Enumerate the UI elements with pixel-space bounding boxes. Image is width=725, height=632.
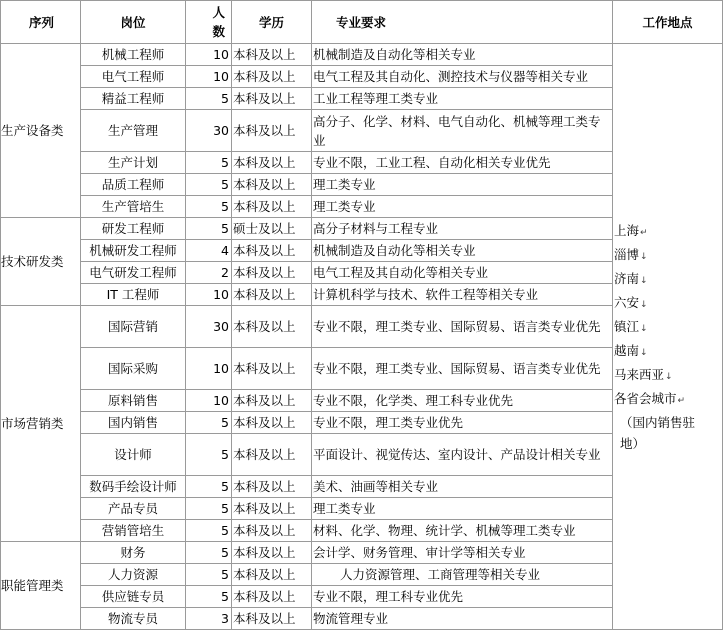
location-item: 六安	[614, 294, 640, 310]
position-cell: 国际营销	[81, 306, 186, 348]
requirement-cell: 平面设计、视觉传达、室内设计、产品设计相关专业	[312, 434, 613, 476]
count-cell: 5	[186, 434, 232, 476]
position-cell: 电气工程师	[81, 66, 186, 88]
requirement-cell: 专业不限，理工科专业优先	[312, 586, 613, 608]
count-cell: 5	[186, 476, 232, 498]
requirement-cell: 专业不限，工业工程、自动化相关专业优先	[312, 152, 613, 174]
requirement-cell: 理工类专业	[312, 498, 613, 520]
header-row	[1, 1, 723, 44]
position-cell: 生产管理	[81, 110, 186, 152]
location-item: 济南	[614, 270, 640, 286]
position-cell: 机械研发工程师	[81, 240, 186, 262]
location-item: 淄博	[614, 246, 640, 262]
return-arrow-icon: ↓	[665, 371, 673, 382]
position-cell: 营销管培生	[81, 520, 186, 542]
position-cell: 国内销售	[81, 412, 186, 434]
category-cell: 职能管理类	[1, 542, 81, 630]
education-cell: 本科及以上	[232, 608, 312, 630]
count-cell: 5	[186, 174, 232, 196]
education-cell: 本科及以上	[232, 498, 312, 520]
header-people-b: 数	[212, 24, 225, 39]
requirement-cell: 电气工程及其自动化、测控技术与仪器等相关专业	[312, 66, 613, 88]
position-cell: 人力资源	[81, 564, 186, 586]
position-cell: 供应链专员	[81, 586, 186, 608]
requirement-cell: 物流管理专业	[312, 608, 613, 630]
count-cell: 5	[186, 542, 232, 564]
position-cell: 生产管培生	[81, 196, 186, 218]
requirement-cell: 高分子材料与工程专业	[312, 218, 613, 240]
position-cell: 精益工程师	[81, 88, 186, 110]
location-cell	[613, 44, 723, 630]
requirement-cell: 美术、油画等相关专业	[312, 476, 613, 498]
education-cell: 本科及以上	[232, 284, 312, 306]
count-cell: 5	[186, 520, 232, 542]
education-cell: 本科及以上	[232, 306, 312, 348]
header-seq: 序列	[1, 1, 81, 44]
position-cell: 生产计划	[81, 152, 186, 174]
education-cell: 本科及以上	[232, 434, 312, 476]
education-cell: 本科及以上	[232, 564, 312, 586]
category-cell: 生产设备类	[1, 44, 81, 218]
return-arrow-icon: ↓	[640, 251, 648, 262]
return-arrow-icon: ↓	[640, 347, 648, 358]
requirement-cell: 理工类专业	[312, 196, 613, 218]
position-cell: 电气研发工程师	[81, 262, 186, 284]
education-cell: 本科及以上	[232, 110, 312, 152]
header-people-a: 人	[212, 5, 225, 20]
requirement-cell: 计算机科学与技术、软件工程等相关专业	[312, 284, 613, 306]
location-item: 越南	[614, 342, 640, 358]
count-cell: 2	[186, 262, 232, 284]
education-cell: 本科及以上	[232, 542, 312, 564]
count-cell: 10	[186, 390, 232, 412]
table-row	[1, 44, 723, 66]
education-cell: 本科及以上	[232, 196, 312, 218]
education-cell: 本科及以上	[232, 412, 312, 434]
count-cell: 5	[186, 412, 232, 434]
count-cell: 10	[186, 66, 232, 88]
requirement-cell: 专业不限，理工类专业、国际贸易、语言类专业优先	[312, 348, 613, 390]
location-item: 上海	[614, 222, 640, 238]
header-position: 岗位	[81, 1, 186, 44]
position-cell: 品质工程师	[81, 174, 186, 196]
requirement-cell: 电气工程及其自动化等相关专业	[312, 262, 613, 284]
position-cell: IT 工程师	[81, 284, 186, 306]
count-cell: 5	[186, 498, 232, 520]
requirement-cell: 材料、化学、物理、统计学、机械等理工类专业	[312, 520, 613, 542]
count-cell: 5	[186, 586, 232, 608]
position-cell: 国际采购	[81, 348, 186, 390]
education-cell: 本科及以上	[232, 390, 312, 412]
count-cell: 30	[186, 306, 232, 348]
position-cell: 机械工程师	[81, 44, 186, 66]
count-cell: 3	[186, 608, 232, 630]
return-arrow-icon: ↓	[640, 323, 648, 334]
requirement-cell: 高分子、化学、材料、电气自动化、机械等理工类专业	[312, 110, 613, 152]
education-cell: 本科及以上	[232, 520, 312, 542]
return-arrow-icon: ↓	[640, 275, 648, 286]
education-cell: 本科及以上	[232, 44, 312, 66]
count-cell: 4	[186, 240, 232, 262]
education-cell: 本科及以上	[232, 586, 312, 608]
count-cell: 10	[186, 348, 232, 390]
category-cell: 市场营销类	[1, 306, 81, 542]
education-cell: 本科及以上	[232, 476, 312, 498]
requirement-cell: 专业不限，理工类专业优先	[312, 412, 613, 434]
header-location: 工作地点	[613, 1, 723, 44]
position-cell: 财务	[81, 542, 186, 564]
count-cell: 10	[186, 284, 232, 306]
education-cell: 本科及以上	[232, 240, 312, 262]
count-cell: 10	[186, 44, 232, 66]
education-cell: 本科及以上	[232, 88, 312, 110]
return-arrow-icon: ↵	[677, 395, 686, 406]
requirement-cell: 专业不限，理工类专业、国际贸易、语言类专业优先	[312, 306, 613, 348]
count-cell: 5	[186, 152, 232, 174]
location-item: （国内销售驻	[620, 414, 696, 430]
position-cell: 产品专员	[81, 498, 186, 520]
location-item: 各省会城市	[614, 390, 677, 406]
location-item: 地）	[620, 435, 646, 451]
count-cell: 5	[186, 88, 232, 110]
position-cell: 数码手绘设计师	[81, 476, 186, 498]
requirement-cell: 理工类专业	[312, 174, 613, 196]
education-cell: 硕士及以上	[232, 218, 312, 240]
header-people	[186, 1, 232, 44]
requirement-cell: 专业不限，化学类、理工科专业优先	[312, 390, 613, 412]
location-item: 镇江	[614, 318, 640, 334]
return-arrow-icon: ↵	[640, 227, 648, 238]
position-cell: 设计师	[81, 434, 186, 476]
position-cell: 物流专员	[81, 608, 186, 630]
category-cell: 技术研发类	[1, 218, 81, 306]
requirement-cell: 机械制造及自动化等相关专业	[312, 44, 613, 66]
position-cell: 研发工程师	[81, 218, 186, 240]
education-cell: 本科及以上	[232, 66, 312, 88]
requirement-cell: 人力资源管理、工商管理等相关专业	[312, 564, 613, 586]
count-cell: 5	[186, 564, 232, 586]
location-item: 马来西亚	[614, 366, 665, 382]
count-cell: 30	[186, 110, 232, 152]
header-major: 专业要求	[312, 1, 613, 44]
header-education: 学历	[232, 1, 312, 44]
position-cell: 原料销售	[81, 390, 186, 412]
education-cell: 本科及以上	[232, 348, 312, 390]
count-cell: 5	[186, 196, 232, 218]
return-arrow-icon: ↓	[640, 299, 648, 310]
requirement-cell: 会计学、财务管理、审计学等相关专业	[312, 542, 613, 564]
count-cell: 5	[186, 218, 232, 240]
education-cell: 本科及以上	[232, 262, 312, 284]
requirement-cell: 工业工程等理工类专业	[312, 88, 613, 110]
education-cell: 本科及以上	[232, 152, 312, 174]
education-cell: 本科及以上	[232, 174, 312, 196]
requirement-cell: 机械制造及自动化等相关专业	[312, 240, 613, 262]
